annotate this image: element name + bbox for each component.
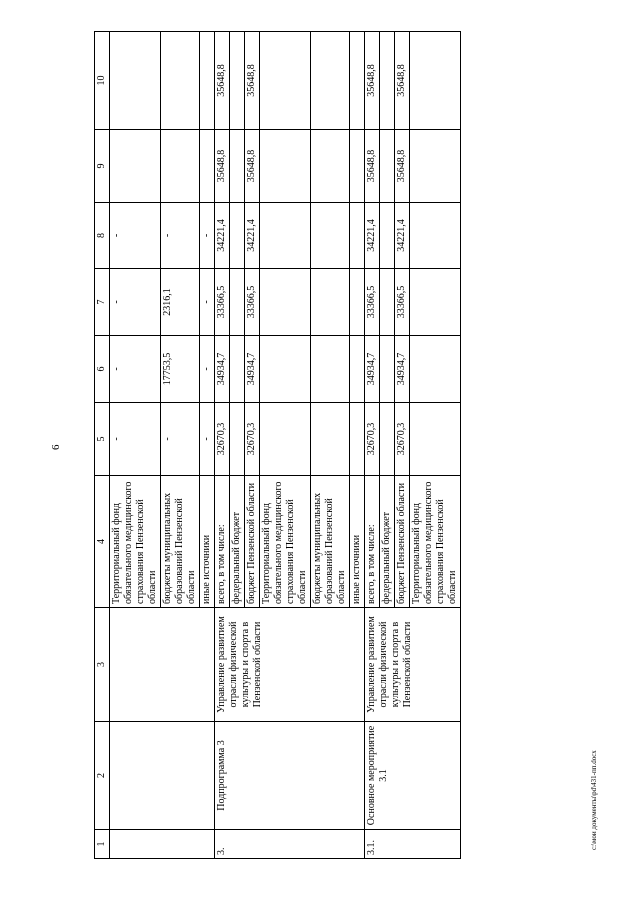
value-cell-c9: 35648,8 xyxy=(215,130,230,203)
value-cell-c7 xyxy=(311,269,350,336)
value-cell-c9 xyxy=(200,130,215,203)
table-row xyxy=(110,32,161,859)
value-cell-c7: - xyxy=(200,269,215,336)
header-cell-4: 4 xyxy=(95,476,110,608)
subprogram-executor: Управление развитием отрасли физической культуры и спорта в Пензенской области xyxy=(215,608,365,722)
funding-source: бюджет Пензенской области xyxy=(395,476,410,608)
value-cell-c8: 34221,4 xyxy=(395,203,410,269)
value-cell-c10 xyxy=(110,32,161,130)
continued-cell-col2 xyxy=(110,722,215,830)
value-cell-c9 xyxy=(161,130,200,203)
value-cell-c9 xyxy=(380,130,395,203)
value-cell-c9 xyxy=(410,130,461,203)
value-cell-c8 xyxy=(260,203,311,269)
value-cell-c8: 34221,4 xyxy=(215,203,230,269)
value-cell-c5: - xyxy=(200,403,215,476)
value-cell-c10 xyxy=(230,32,245,130)
header-cell-8: 8 xyxy=(95,203,110,269)
value-cell-c10 xyxy=(380,32,395,130)
continued-cell-col3 xyxy=(110,608,215,722)
value-cell-c8 xyxy=(410,203,461,269)
value-cell-c8: 34221,4 xyxy=(365,203,380,269)
value-cell-c5 xyxy=(311,403,350,476)
value-cell-c9: 35648,8 xyxy=(365,130,380,203)
value-cell-c7: 33366,5 xyxy=(215,269,230,336)
value-cell-c8: 34221,4 xyxy=(245,203,260,269)
value-cell-c9 xyxy=(311,130,350,203)
value-cell-c9: 35648,8 xyxy=(395,130,410,203)
budget-table-container xyxy=(94,32,515,859)
value-cell-c7 xyxy=(380,269,395,336)
value-cell-c7 xyxy=(260,269,311,336)
value-cell-c6: 34934,7 xyxy=(365,336,380,403)
funding-source: федеральный бюджет xyxy=(230,476,245,608)
value-cell-c10 xyxy=(161,32,200,130)
measure-executor: Управление развитием отрасли физической культуры и спорта в Пензенской области xyxy=(365,608,461,722)
value-cell-c9 xyxy=(110,130,161,203)
value-cell-c10 xyxy=(350,32,365,130)
header-cell-7: 7 xyxy=(95,269,110,336)
value-cell-c6 xyxy=(311,336,350,403)
value-cell-c8 xyxy=(230,203,245,269)
value-cell-c6: 34934,7 xyxy=(245,336,260,403)
value-cell-c6: 34934,7 xyxy=(215,336,230,403)
value-cell-c9: 35648,8 xyxy=(245,130,260,203)
value-cell-c7: 33366,5 xyxy=(395,269,410,336)
value-cell-c10: 35648,8 xyxy=(395,32,410,130)
funding-source: Территориальный фонд обязательного медицинского страхования Пензенской области xyxy=(260,476,311,608)
funding-source: бюджеты муниципальных образований Пензенской области xyxy=(161,476,200,608)
value-cell-c6: 34934,7 xyxy=(395,336,410,403)
value-cell-c7: - xyxy=(110,269,161,336)
header-cell-2: 2 xyxy=(95,722,110,830)
value-cell-c5 xyxy=(380,403,395,476)
header-cell-5: 5 xyxy=(95,403,110,476)
header-cell-10: 10 xyxy=(95,32,110,130)
table-body xyxy=(95,32,461,859)
header-cell-1: 1 xyxy=(95,830,110,859)
value-cell-c10: 35648,8 xyxy=(245,32,260,130)
funding-source: всего, в том числе: xyxy=(215,476,230,608)
value-cell-c6: 17753,5 xyxy=(161,336,200,403)
funding-source: иные источники xyxy=(200,476,215,608)
table-row xyxy=(215,32,230,859)
header-cell-3: 3 xyxy=(95,608,110,722)
value-cell-c5: 32670,3 xyxy=(245,403,260,476)
value-cell-c8 xyxy=(380,203,395,269)
value-cell-c8: - xyxy=(110,203,161,269)
value-cell-c9 xyxy=(350,130,365,203)
value-cell-c5 xyxy=(410,403,461,476)
value-cell-c5: 32670,3 xyxy=(395,403,410,476)
funding-source: иные источники xyxy=(350,476,365,608)
funding-source: Территориальный фонд обязательного медицинского страхования Пензенской области xyxy=(110,476,161,608)
value-cell-c10: 35648,8 xyxy=(365,32,380,130)
value-cell-c5: - xyxy=(110,403,161,476)
header-cell-6: 6 xyxy=(95,336,110,403)
value-cell-c10 xyxy=(200,32,215,130)
value-cell-c5 xyxy=(230,403,245,476)
value-cell-c5 xyxy=(350,403,365,476)
funding-source: всего, в том числе: xyxy=(365,476,380,608)
value-cell-c6 xyxy=(350,336,365,403)
value-cell-c6 xyxy=(230,336,245,403)
value-cell-c7: 2316,1 xyxy=(161,269,200,336)
value-cell-c7: 33366,5 xyxy=(365,269,380,336)
value-cell-c6 xyxy=(260,336,311,403)
value-cell-c6: - xyxy=(110,336,161,403)
value-cell-c5 xyxy=(260,403,311,476)
file-path-footer: c:\мои документы\pd\431-пп.docx xyxy=(590,750,598,850)
value-cell-c5: - xyxy=(161,403,200,476)
page-number: 6 xyxy=(50,444,62,450)
value-cell-c9 xyxy=(230,130,245,203)
subprogram-name: Подпрограмма 3 xyxy=(215,722,365,830)
value-cell-c6 xyxy=(380,336,395,403)
value-cell-c7 xyxy=(230,269,245,336)
budget-table xyxy=(94,31,461,859)
value-cell-c10: 35648,8 xyxy=(215,32,230,130)
header-cell-9: 9 xyxy=(95,130,110,203)
value-cell-c5: 32670,3 xyxy=(365,403,380,476)
header-row xyxy=(95,32,110,859)
value-cell-c10 xyxy=(260,32,311,130)
value-cell-c8: - xyxy=(161,203,200,269)
funding-source: федеральный бюджет xyxy=(380,476,395,608)
funding-source: Территориальный фонд обязательного медицинского страхования Пензенской области xyxy=(410,476,461,608)
value-cell-c6 xyxy=(410,336,461,403)
subprogram-number: 3. xyxy=(215,830,365,859)
value-cell-c8: - xyxy=(200,203,215,269)
value-cell-c8 xyxy=(311,203,350,269)
value-cell-c7: 33366,5 xyxy=(245,269,260,336)
measure-number: 3.1. xyxy=(365,830,461,859)
value-cell-c10 xyxy=(410,32,461,130)
funding-source: бюджет Пензенской области xyxy=(245,476,260,608)
value-cell-c10 xyxy=(311,32,350,130)
continued-cell-col1 xyxy=(110,830,215,859)
table-row xyxy=(365,32,380,859)
measure-name: Основное мероприятие 3.1 xyxy=(365,722,461,830)
value-cell-c7 xyxy=(350,269,365,336)
funding-source: бюджеты муниципальных образований Пензенской области xyxy=(311,476,350,608)
value-cell-c7 xyxy=(410,269,461,336)
value-cell-c5: 32670,3 xyxy=(215,403,230,476)
value-cell-c6: - xyxy=(200,336,215,403)
value-cell-c9 xyxy=(260,130,311,203)
value-cell-c8 xyxy=(350,203,365,269)
